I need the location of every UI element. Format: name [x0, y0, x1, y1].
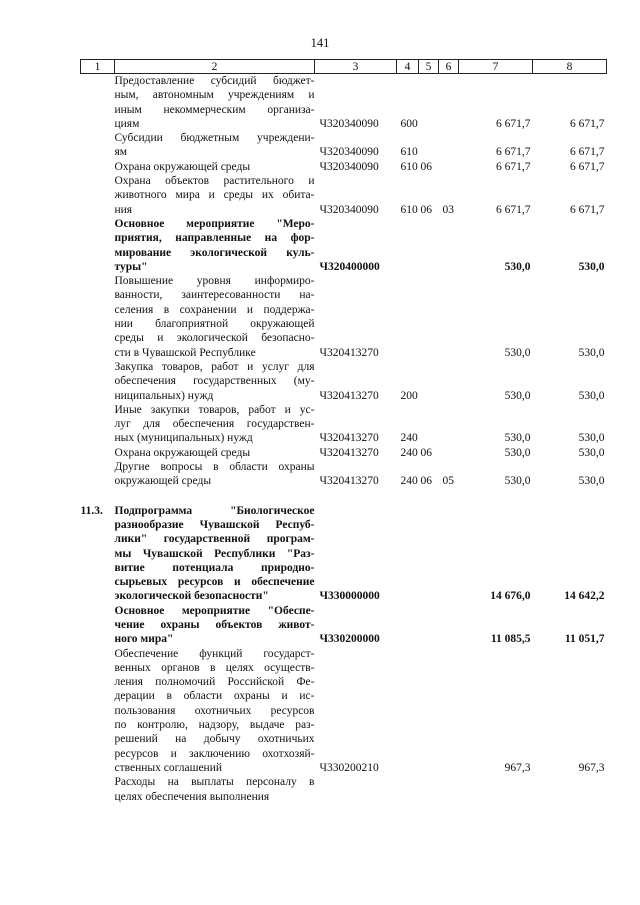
- table-row: [81, 274, 607, 360]
- row-number-cell: [81, 604, 115, 647]
- amount-year-1-cell: 967,3: [504, 761, 531, 774]
- budget-table: [80, 59, 607, 804]
- amount-year-2-cell: 6 671,7: [570, 146, 605, 159]
- expense-type-cell: 600: [400, 117, 418, 130]
- row-number-cell: [81, 775, 115, 804]
- item-name-line: ванности, заинтересованности на-: [114, 289, 315, 302]
- item-name-cell: [115, 217, 315, 274]
- table-row: [81, 160, 607, 174]
- amount-year-2-cell: 967,3: [578, 761, 605, 774]
- subsection-cell: [439, 504, 459, 604]
- item-name-cell: [115, 274, 315, 360]
- amount-year-2-cell: 11 051,7: [564, 633, 605, 646]
- table-row: [81, 217, 607, 274]
- item-name-line: Подпрограмма "Биологическое: [114, 504, 315, 517]
- table-body: [81, 74, 607, 804]
- amount-year-1-cell: 530,0: [504, 446, 531, 459]
- item-name-line: ных (муниципальных) нужд: [114, 432, 253, 445]
- row-number-cell: 11.3.: [80, 504, 103, 517]
- item-name-line: мы Чувашской Республики "Раз-: [114, 547, 315, 560]
- item-name-line: ресурсов и заключению охотхозяй-: [114, 747, 315, 760]
- spacer-row: [81, 489, 607, 504]
- row-number-cell: [81, 160, 115, 174]
- target-article-code-cell: Ч320340090: [319, 203, 379, 216]
- target-article-code-cell: Ч320413270: [319, 432, 379, 445]
- item-name-cell: [115, 604, 315, 647]
- table-row: [81, 174, 607, 217]
- item-name-line: ственных соглашений: [114, 761, 223, 774]
- section-cell: 06: [420, 475, 432, 488]
- amount-year-2-cell: 14 642,2: [564, 590, 605, 603]
- target-article-code-cell: Ч330200210: [319, 761, 379, 774]
- item-name-line: витие потенциала природно-: [114, 561, 315, 574]
- item-name-line: Субсидии бюджетным учреждени-: [114, 132, 315, 145]
- expense-type-cell: [397, 217, 419, 274]
- page-number: 141: [310, 36, 330, 50]
- target-article-code-cell: Ч320400000: [319, 260, 380, 273]
- amount-year-1-cell: 6 671,7: [496, 117, 531, 130]
- item-name-line: Повышение уровня информиро-: [114, 275, 315, 288]
- amount-year-2-cell: 530,0: [578, 346, 605, 359]
- item-name-line: лики" государственной програм-: [114, 533, 315, 546]
- section-cell: [419, 775, 439, 804]
- item-name-cell: [115, 360, 315, 403]
- section-cell: [419, 360, 439, 403]
- row-number-cell: [81, 446, 115, 460]
- amount-year-2-cell: 530,0: [578, 475, 605, 488]
- column-header: 4: [397, 60, 419, 74]
- item-name-line: иным некоммерческим организа-: [114, 103, 315, 116]
- section-cell: [419, 504, 439, 604]
- table-row: [81, 647, 607, 776]
- expense-type-cell: [397, 274, 419, 360]
- target-article-code-cell: Ч320413270: [319, 446, 379, 459]
- table-row: [81, 460, 607, 489]
- section-cell: [419, 647, 439, 776]
- amount-year-2-cell: 6 671,7: [570, 117, 605, 130]
- target-article-code-cell: Ч320340090: [319, 117, 379, 130]
- amount-year-2-cell: 530,0: [578, 389, 605, 402]
- subsection-cell: 03: [442, 203, 454, 216]
- column-header: 1: [81, 60, 115, 74]
- spacer-cell: [81, 489, 607, 504]
- item-name-line: окружающей среды: [114, 475, 212, 488]
- expense-type-cell: 610: [400, 146, 418, 159]
- target-article-code-cell: Ч330000000: [319, 590, 380, 603]
- section-cell: [419, 403, 439, 446]
- subsection-cell: [439, 647, 459, 776]
- item-name-line: Предоставление субсидий бюджет-: [114, 75, 315, 87]
- section-cell: [419, 604, 439, 647]
- table-row: [81, 74, 607, 132]
- amount-year-2-cell: 530,0: [578, 432, 605, 445]
- item-name-line: селения в сохранении и поддержа-: [114, 303, 315, 316]
- section-cell: 06: [420, 160, 432, 173]
- item-name-line: Иные закупки товаров, работ и ус-: [114, 403, 315, 416]
- subsection-cell: [439, 274, 459, 360]
- target-article-code-cell: Ч320413270: [319, 389, 379, 402]
- row-number-cell: [81, 403, 115, 446]
- item-name-cell: [115, 131, 315, 160]
- subsection-cell: [439, 604, 459, 647]
- row-number-cell: [81, 131, 115, 160]
- amount-year-1-cell: 6 671,7: [496, 160, 531, 173]
- subsection-cell: [439, 160, 459, 174]
- item-name-line: сти в Чувашской Республике: [114, 346, 256, 359]
- amount-year-1-cell: 6 671,7: [496, 146, 531, 159]
- target-article-code-cell: Ч320340090: [319, 160, 379, 173]
- expense-type-cell: 200: [400, 389, 418, 402]
- row-number-cell: [81, 647, 115, 776]
- target-article-code-cell: Ч330200000: [319, 633, 380, 646]
- table-row: [81, 604, 607, 647]
- item-name-line: обеспечения государственных (му-: [114, 375, 315, 388]
- target-article-code-cell: Ч320340090: [319, 146, 379, 159]
- target-article-code-cell: [315, 775, 397, 804]
- amount-year-1-cell: 530,0: [504, 432, 531, 445]
- amount-year-2-cell: 6 671,7: [570, 160, 605, 173]
- item-name-line: ния: [114, 203, 133, 216]
- expense-type-cell: [397, 504, 419, 604]
- subsection-cell: [439, 74, 459, 132]
- amount-year-2-cell: 530,0: [578, 260, 605, 273]
- amount-year-1-cell: 14 676,0: [490, 590, 531, 603]
- item-name-cell: [115, 74, 315, 132]
- expense-type-cell: 610: [400, 160, 418, 173]
- item-name-line: нии благоприятной окружающей: [114, 318, 315, 331]
- item-name-line: сырьевых ресурсов и обеспечение: [114, 576, 315, 589]
- table-row: [81, 403, 607, 446]
- item-name-line: экологической безопасности": [114, 590, 269, 603]
- item-name-line: луг для обеспечения государствен-: [114, 418, 315, 431]
- amount-year-1-cell: [459, 775, 533, 804]
- item-name-line: разнообразие Чувашской Респуб-: [114, 518, 315, 531]
- section-cell: [419, 217, 439, 274]
- expense-type-cell: [397, 604, 419, 647]
- item-name-cell: [115, 174, 315, 217]
- row-number-cell: [81, 74, 115, 132]
- column-header: 6: [439, 60, 459, 74]
- subsection-cell: [439, 403, 459, 446]
- item-name-line: чение охраны объектов живот-: [114, 618, 315, 631]
- column-header: 5: [419, 60, 439, 74]
- column-header: 8: [533, 60, 607, 74]
- expense-type-cell: [397, 775, 419, 804]
- amount-year-1-cell: 11 085,5: [490, 633, 531, 646]
- item-name-line: дерации в области охраны и ис-: [114, 690, 315, 703]
- amount-year-1-cell: 6 671,7: [496, 203, 531, 216]
- table-header-row: [81, 60, 607, 74]
- subsection-cell: [439, 360, 459, 403]
- item-name-line: мирование экологической куль-: [114, 246, 315, 259]
- amount-year-1-cell: 530,0: [504, 260, 531, 273]
- table-row: [81, 360, 607, 403]
- item-name-line: ления полномочий Российской Фе-: [114, 676, 315, 689]
- item-name-line: Охрана окружающей среды: [114, 160, 251, 173]
- item-name-line: целях обеспечения выполнения: [114, 790, 270, 803]
- amount-year-1-cell: 530,0: [504, 346, 531, 359]
- item-name-line: Другие вопросы в области охраны: [114, 461, 315, 474]
- item-name-cell: [115, 647, 315, 776]
- row-number-cell: [81, 360, 115, 403]
- expense-type-cell: 240: [400, 475, 418, 488]
- item-name-line: приятия, направленные на фор-: [114, 232, 315, 245]
- item-name-line: ным, автономным учреждениям и: [114, 89, 315, 102]
- item-name-line: пользования охотничьих ресурсов: [114, 704, 315, 717]
- item-name-cell: [115, 403, 315, 446]
- item-name-line: Расходы на выплаты персоналу в: [114, 776, 315, 789]
- expense-type-cell: [397, 647, 419, 776]
- item-name-cell: [115, 504, 315, 604]
- subsection-cell: [439, 131, 459, 160]
- item-name-line: решений на добычу охотничьих: [114, 733, 315, 746]
- table-row: [81, 775, 607, 804]
- amount-year-2-cell: 6 671,7: [570, 203, 605, 216]
- item-name-line: Охрана объектов растительного и: [114, 175, 315, 188]
- target-article-code-cell: Ч320413270: [319, 346, 379, 359]
- item-name-cell: [115, 446, 315, 460]
- column-header: 2: [115, 60, 315, 74]
- section-cell: 06: [420, 446, 432, 459]
- row-number-cell: [81, 460, 115, 489]
- subsection-cell: [439, 775, 459, 804]
- amount-year-1-cell: 530,0: [504, 475, 531, 488]
- amount-year-2-cell: 530,0: [578, 446, 605, 459]
- column-header: 3: [315, 60, 397, 74]
- item-name-line: циям: [114, 117, 140, 130]
- row-number-cell: [81, 274, 115, 360]
- subsection-cell: [439, 446, 459, 460]
- item-name-line: ниципальных) нужд: [114, 389, 214, 402]
- item-name-line: ного мира": [114, 633, 174, 646]
- expense-type-cell: 610: [400, 203, 418, 216]
- section-cell: [419, 131, 439, 160]
- table-row: [81, 446, 607, 460]
- section-cell: [419, 274, 439, 360]
- item-name-line: Охрана окружающей среды: [114, 446, 251, 459]
- item-name-line: туры": [114, 260, 148, 273]
- subsection-cell: [439, 217, 459, 274]
- expense-type-cell: 240: [400, 432, 418, 445]
- subsection-cell: 05: [442, 475, 454, 488]
- item-name-line: по контролю, надзору, выдаче раз-: [114, 719, 315, 732]
- item-name-line: среды и экологической безопасно-: [114, 332, 315, 345]
- row-number-cell: [81, 174, 115, 217]
- item-name-cell: [115, 775, 315, 804]
- amount-year-2-cell: [533, 775, 607, 804]
- table-row: [81, 504, 607, 604]
- amount-year-1-cell: 530,0: [504, 389, 531, 402]
- item-name-line: Закупка товаров, работ и услуг для: [114, 360, 315, 373]
- item-name-line: животного мира и среды их обита-: [114, 189, 315, 202]
- item-name-line: Основное мероприятие "Меро-: [114, 217, 315, 230]
- target-article-code-cell: Ч320413270: [319, 475, 379, 488]
- item-name-line: Обеспечение функций государст-: [114, 647, 315, 660]
- table-row: [81, 131, 607, 160]
- item-name-cell: [115, 460, 315, 489]
- item-name-cell: [115, 160, 315, 174]
- row-number-cell: [81, 217, 115, 274]
- expense-type-cell: 240: [400, 446, 418, 459]
- item-name-line: Основное мероприятие "Обеспе-: [114, 604, 315, 617]
- item-name-line: венных органов в целях осуществ-: [114, 661, 315, 674]
- section-cell: [419, 74, 439, 132]
- column-header: 7: [459, 60, 533, 74]
- section-cell: 06: [420, 203, 432, 216]
- item-name-line: ям: [114, 146, 128, 159]
